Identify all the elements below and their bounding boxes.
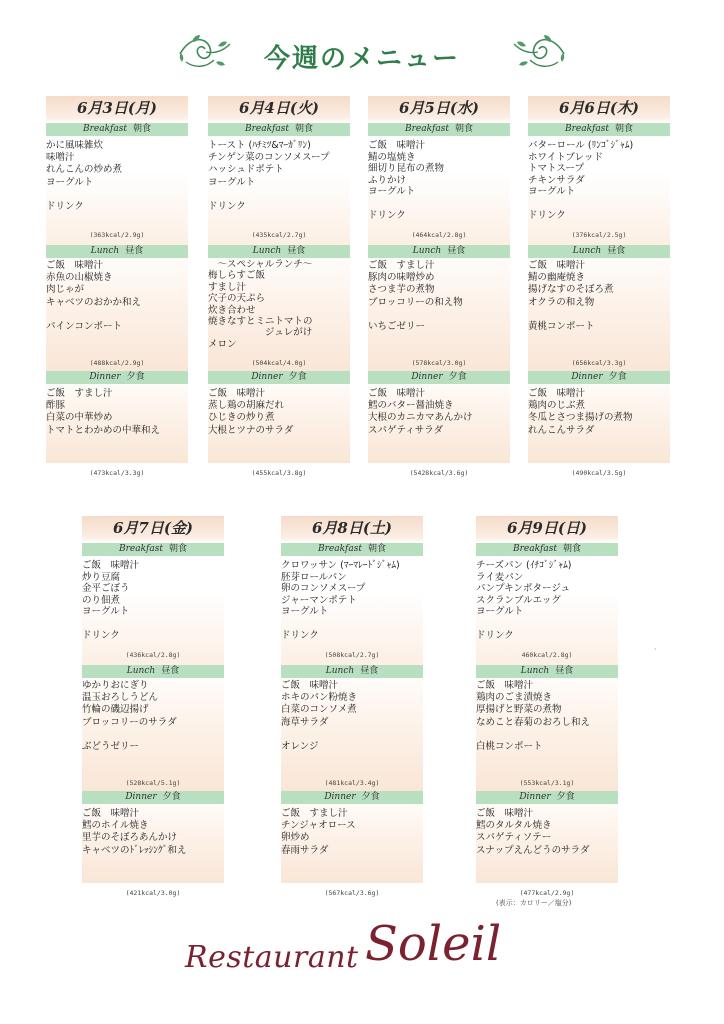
dinner-nutrition: (473kcal/3.3g) bbox=[89, 469, 145, 477]
dinner-bar bbox=[368, 371, 510, 384]
dinner-items: ご飯 すまし汁 酢豚 白菜の中華炒め トマトとわかめの中華和え bbox=[46, 388, 161, 436]
leaf-flourish-icon bbox=[510, 32, 568, 72]
dinner-bar bbox=[476, 791, 618, 804]
lunch-items: ご飯 味噌汁 鶏肉のごま漬焼き 厚揚げと野菜の煮物 なめこと春菊のおろし和え 白桃コンポート bbox=[476, 680, 591, 753]
dinner-label-jp: 夕食 bbox=[448, 372, 467, 382]
restaurant-prefix: Restaurant bbox=[185, 940, 359, 975]
dinner-label-jp: 夕食 bbox=[162, 792, 181, 802]
dinner-label-jp: 夕食 bbox=[126, 372, 145, 382]
lunch-section bbox=[281, 665, 423, 791]
breakfast-label-jp: 朝食 bbox=[132, 124, 151, 134]
dinner-section bbox=[528, 371, 670, 477]
breakfast-bar bbox=[476, 543, 618, 556]
lunch-label-jp: 昼食 bbox=[447, 246, 466, 256]
lunch-items: ゆかりおにぎり 温玉おろしうどん 竹輪の磯辺揚げ ブロッコリーのサラダ ぶどうゼリー bbox=[82, 680, 177, 753]
lunch-label-en: Lunch bbox=[572, 246, 602, 256]
dinner-section bbox=[82, 791, 224, 897]
lunch-items: ご飯 味噌汁 赤魚の山椒焼き 肉じゃが キャベツのおかか和え パインコンポート bbox=[46, 260, 142, 333]
dinner-section bbox=[368, 371, 510, 477]
lunch-nutrition: (481kcal/3.4g) bbox=[324, 779, 380, 787]
dinner-items: ご飯 味噌汁 鱈のホイル焼き 里芋のそぼろあんかけ キャベツのﾄﾞﾚｯｼﾝｸﾞ和え bbox=[82, 808, 187, 856]
lunch-section bbox=[528, 245, 670, 371]
lunch-items: ご飯 味噌汁 鯖の幽庵焼き 揚げなすのそぼろ煮 オクラの和え物 黄桃コンポート bbox=[528, 260, 614, 333]
lunch-section bbox=[208, 245, 350, 371]
lunch-label-en: Lunch bbox=[90, 246, 120, 256]
dinner-bar bbox=[528, 371, 670, 384]
breakfast-nutrition: 460kcal/2.8g) bbox=[521, 651, 573, 659]
dinner-nutrition: (421kcal/3.0g) bbox=[125, 889, 181, 897]
day-header bbox=[46, 96, 188, 123]
breakfast-items: かに風味雑炊 味噌汁 れんこんの炒め煮 ヨーグルト ドリンク bbox=[46, 140, 123, 213]
lunch-bar bbox=[528, 245, 670, 258]
day-date: 6月9日(日) bbox=[506, 519, 588, 537]
lunch-nutrition: (578kcal/3.0g) bbox=[411, 359, 467, 367]
lunch-nutrition: (488kcal/2.9g) bbox=[89, 359, 145, 367]
breakfast-items: ご飯 味噌汁 炒り豆腐 金平ごぼう のり佃煮 ヨーグルト ドリンク bbox=[82, 560, 140, 641]
lunch-label-en: Lunch bbox=[520, 666, 550, 676]
dinner-label-jp: 夕食 bbox=[288, 372, 307, 382]
dinner-label-jp: 夕食 bbox=[556, 792, 575, 802]
breakfast-section bbox=[46, 123, 188, 245]
dinner-items: ご飯 味噌汁 鱈のタルタル焼き スパゲティソテー スナップえんどうのサラダ bbox=[476, 808, 590, 856]
day-column-sun bbox=[476, 516, 618, 897]
lunch-bar bbox=[46, 245, 188, 258]
breakfast-nutrition: (436kcal/2.8g) bbox=[125, 651, 181, 659]
dinner-bar bbox=[281, 791, 423, 804]
day-header bbox=[528, 96, 670, 123]
breakfast-bar bbox=[208, 123, 350, 136]
lunch-bar bbox=[208, 245, 350, 258]
lunch-label-jp: 昼食 bbox=[125, 246, 144, 256]
day-date: 6月7日(金) bbox=[112, 519, 194, 537]
lunch-bar bbox=[476, 665, 618, 678]
breakfast-label-en: Breakfast bbox=[244, 124, 289, 134]
breakfast-section bbox=[476, 543, 618, 665]
dinner-label-en: Dinner bbox=[324, 792, 356, 802]
breakfast-items: ご飯 味噌汁 鯖の塩焼き 細切り昆布の煮物 ふりかけ ヨーグルト ドリンク bbox=[368, 140, 445, 221]
day-date: 6月8日(土) bbox=[311, 519, 393, 537]
lunch-label-jp: 昼食 bbox=[555, 666, 574, 676]
lunch-label-jp: 昼食 bbox=[360, 666, 379, 676]
breakfast-items: チーズパン (ｲﾁｺﾞｼﾞｬﾑ) ライ麦パン パンプキンポタージュ スクランブルエッグ ヨーグルト ドリンク bbox=[476, 560, 572, 641]
breakfast-nutrition: (464kcal/2.8g) bbox=[411, 231, 467, 239]
lunch-items: ご飯 すまし汁 豚肉の味噌炒め さつま芋の煮物 ブロッコリーの和え物 いちごゼリー bbox=[368, 260, 463, 333]
day-date: 6月4日(火) bbox=[238, 99, 320, 117]
dinner-label-jp: 夕食 bbox=[608, 372, 627, 382]
dinner-nutrition: (5428kcal/3.6g) bbox=[409, 469, 469, 477]
breakfast-label-en: Breakfast bbox=[317, 544, 362, 554]
lunch-section bbox=[82, 665, 224, 791]
breakfast-items: バターロール (ﾘﾝｺﾞｼﾞｬﾑ) ホワイトブレッド トマトスープ チキンサラダ ヨーグルト ドリンク bbox=[528, 140, 634, 221]
dinner-label-en: Dinner bbox=[571, 372, 603, 382]
lunch-section bbox=[368, 245, 510, 371]
day-date: 6月6日(木) bbox=[558, 99, 640, 117]
breakfast-label-jp: 朝食 bbox=[562, 544, 581, 554]
dinner-items: ご飯 味噌汁 蒸し鶏の胡麻だれ ひじきの炒り煮 大根とツナのサラダ bbox=[208, 388, 294, 436]
lunch-nutrition: (504kcal/4.0g) bbox=[251, 359, 307, 367]
day-column-fri bbox=[82, 516, 224, 897]
lunch-label-jp: 昼食 bbox=[287, 246, 306, 256]
dinner-nutrition: (455kcal/3.8g) bbox=[251, 469, 307, 477]
breakfast-section bbox=[208, 123, 350, 245]
lunch-label-jp: 昼食 bbox=[161, 666, 180, 676]
breakfast-bar bbox=[82, 543, 224, 556]
breakfast-label-jp: 朝食 bbox=[168, 544, 187, 554]
breakfast-label-en: Breakfast bbox=[82, 124, 127, 134]
lunch-bar bbox=[281, 665, 423, 678]
breakfast-label-en: Breakfast bbox=[404, 124, 449, 134]
dinner-section bbox=[476, 791, 618, 897]
lunch-nutrition: (656kcal/3.3g) bbox=[571, 359, 627, 367]
day-column-wed bbox=[368, 96, 510, 477]
restaurant-logo bbox=[0, 918, 724, 998]
day-column-mon bbox=[46, 96, 188, 477]
dinner-items: ご飯 すまし汁 チンジャオロース 卵炒め 春雨サラダ bbox=[281, 808, 356, 856]
breakfast-section bbox=[528, 123, 670, 245]
breakfast-label-jp: 朝食 bbox=[294, 124, 313, 134]
page-title: 今週のメニュー bbox=[263, 44, 460, 74]
lunch-label-en: Lunch bbox=[412, 246, 442, 256]
breakfast-bar bbox=[281, 543, 423, 556]
dinner-nutrition: (477kcal/2.9g) bbox=[519, 889, 575, 897]
lunch-nutrition: (553kcal/3.1g) bbox=[519, 779, 575, 787]
dinner-nutrition: (490kcal/3.5g) bbox=[571, 469, 627, 477]
dinner-nutrition: (567kcal/3.6g) bbox=[324, 889, 380, 897]
dinner-section bbox=[208, 371, 350, 477]
dinner-bar bbox=[46, 371, 188, 384]
breakfast-nutrition: (435kcal/2.7g) bbox=[251, 231, 307, 239]
day-header bbox=[281, 516, 423, 543]
lunch-section bbox=[46, 245, 188, 371]
breakfast-section bbox=[82, 543, 224, 665]
lunch-label-jp: 昼食 bbox=[607, 246, 626, 256]
dinner-bar bbox=[82, 791, 224, 804]
dinner-label-en: Dinner bbox=[251, 372, 283, 382]
day-column-sat bbox=[281, 516, 423, 897]
dinner-items: ご飯 味噌汁 鱈のバター醤油焼き 大根のカニカマあんかけ スパゲティサラダ bbox=[368, 388, 473, 436]
lunch-items: ～スペシャルランチ～ 梅しらすご飯 すまし汁 穴子の天ぷら 炊き合わせ 焼きなすとミニトマトの ジュレがけ メロン bbox=[208, 259, 313, 350]
breakfast-items: トースト (ﾊﾁﾐﾂ&ﾏｰｶﾞﾘﾝ) チンゲン菜のコンソメスープ ハッシュドポテト ヨーグルト ドリンク bbox=[208, 140, 330, 213]
nutrition-legend: (表示：カロリー／塩分) bbox=[496, 899, 572, 907]
breakfast-section bbox=[281, 543, 423, 665]
breakfast-section bbox=[368, 123, 510, 245]
breakfast-bar bbox=[528, 123, 670, 136]
breakfast-nutrition: (376kcal/2.5g) bbox=[571, 231, 627, 239]
dinner-section bbox=[281, 791, 423, 897]
lunch-bar bbox=[82, 665, 224, 678]
breakfast-label-jp: 朝食 bbox=[367, 544, 386, 554]
day-header bbox=[82, 516, 224, 543]
day-header bbox=[208, 96, 350, 123]
lunch-label-en: Lunch bbox=[252, 246, 282, 256]
dinner-label-en: Dinner bbox=[125, 792, 157, 802]
breakfast-bar bbox=[368, 123, 510, 136]
day-column-tue bbox=[208, 96, 350, 477]
lunch-label-en: Lunch bbox=[126, 666, 156, 676]
dinner-label-en: Dinner bbox=[519, 792, 551, 802]
breakfast-nutrition: (363kcal/2.9g) bbox=[89, 231, 145, 239]
title-area bbox=[0, 28, 724, 88]
breakfast-label-jp: 朝食 bbox=[614, 124, 633, 134]
day-date: 6月3日(月) bbox=[76, 99, 158, 117]
dinner-label-jp: 夕食 bbox=[361, 792, 380, 802]
lunch-items: ご飯 味噌汁 ホキのパン粉焼き 白菜のコンソメ煮 海草サラダ オレンジ bbox=[281, 680, 358, 753]
dinner-items: ご飯 味噌汁 鶏肉のじぶ煮 冬瓜とさつま揚げの煮物 れんこんサラダ bbox=[528, 388, 633, 436]
day-column-thu bbox=[528, 96, 670, 477]
restaurant-name: Soleil bbox=[365, 916, 502, 972]
breakfast-label-en: Breakfast bbox=[564, 124, 609, 134]
breakfast-label-en: Breakfast bbox=[118, 544, 163, 554]
lunch-section bbox=[476, 665, 618, 791]
day-header bbox=[368, 96, 510, 123]
breakfast-label-jp: 朝食 bbox=[454, 124, 473, 134]
lunch-label-en: Lunch bbox=[325, 666, 355, 676]
breakfast-nutrition: (508kcal/2.7g) bbox=[324, 651, 380, 659]
breakfast-bar bbox=[46, 123, 188, 136]
breakfast-label-en: Breakfast bbox=[512, 544, 557, 554]
breakfast-items: クロワッサン (ﾏｰﾏﾚｰﾄﾞｼﾞｬﾑ) 胚芽ロールパン 卵のコンソメスープ ジャーマンポテト ヨーグルト ドリンク bbox=[281, 560, 400, 641]
day-date: 6月5日(水) bbox=[398, 99, 480, 117]
lunch-bar bbox=[368, 245, 510, 258]
dinner-section bbox=[46, 371, 188, 477]
lunch-nutrition: (528kcal/5.1g) bbox=[125, 779, 181, 787]
dinner-bar bbox=[208, 371, 350, 384]
day-header bbox=[476, 516, 618, 543]
dinner-label-en: Dinner bbox=[411, 372, 443, 382]
dinner-label-en: Dinner bbox=[89, 372, 121, 382]
stray-mark: · bbox=[654, 645, 657, 654]
